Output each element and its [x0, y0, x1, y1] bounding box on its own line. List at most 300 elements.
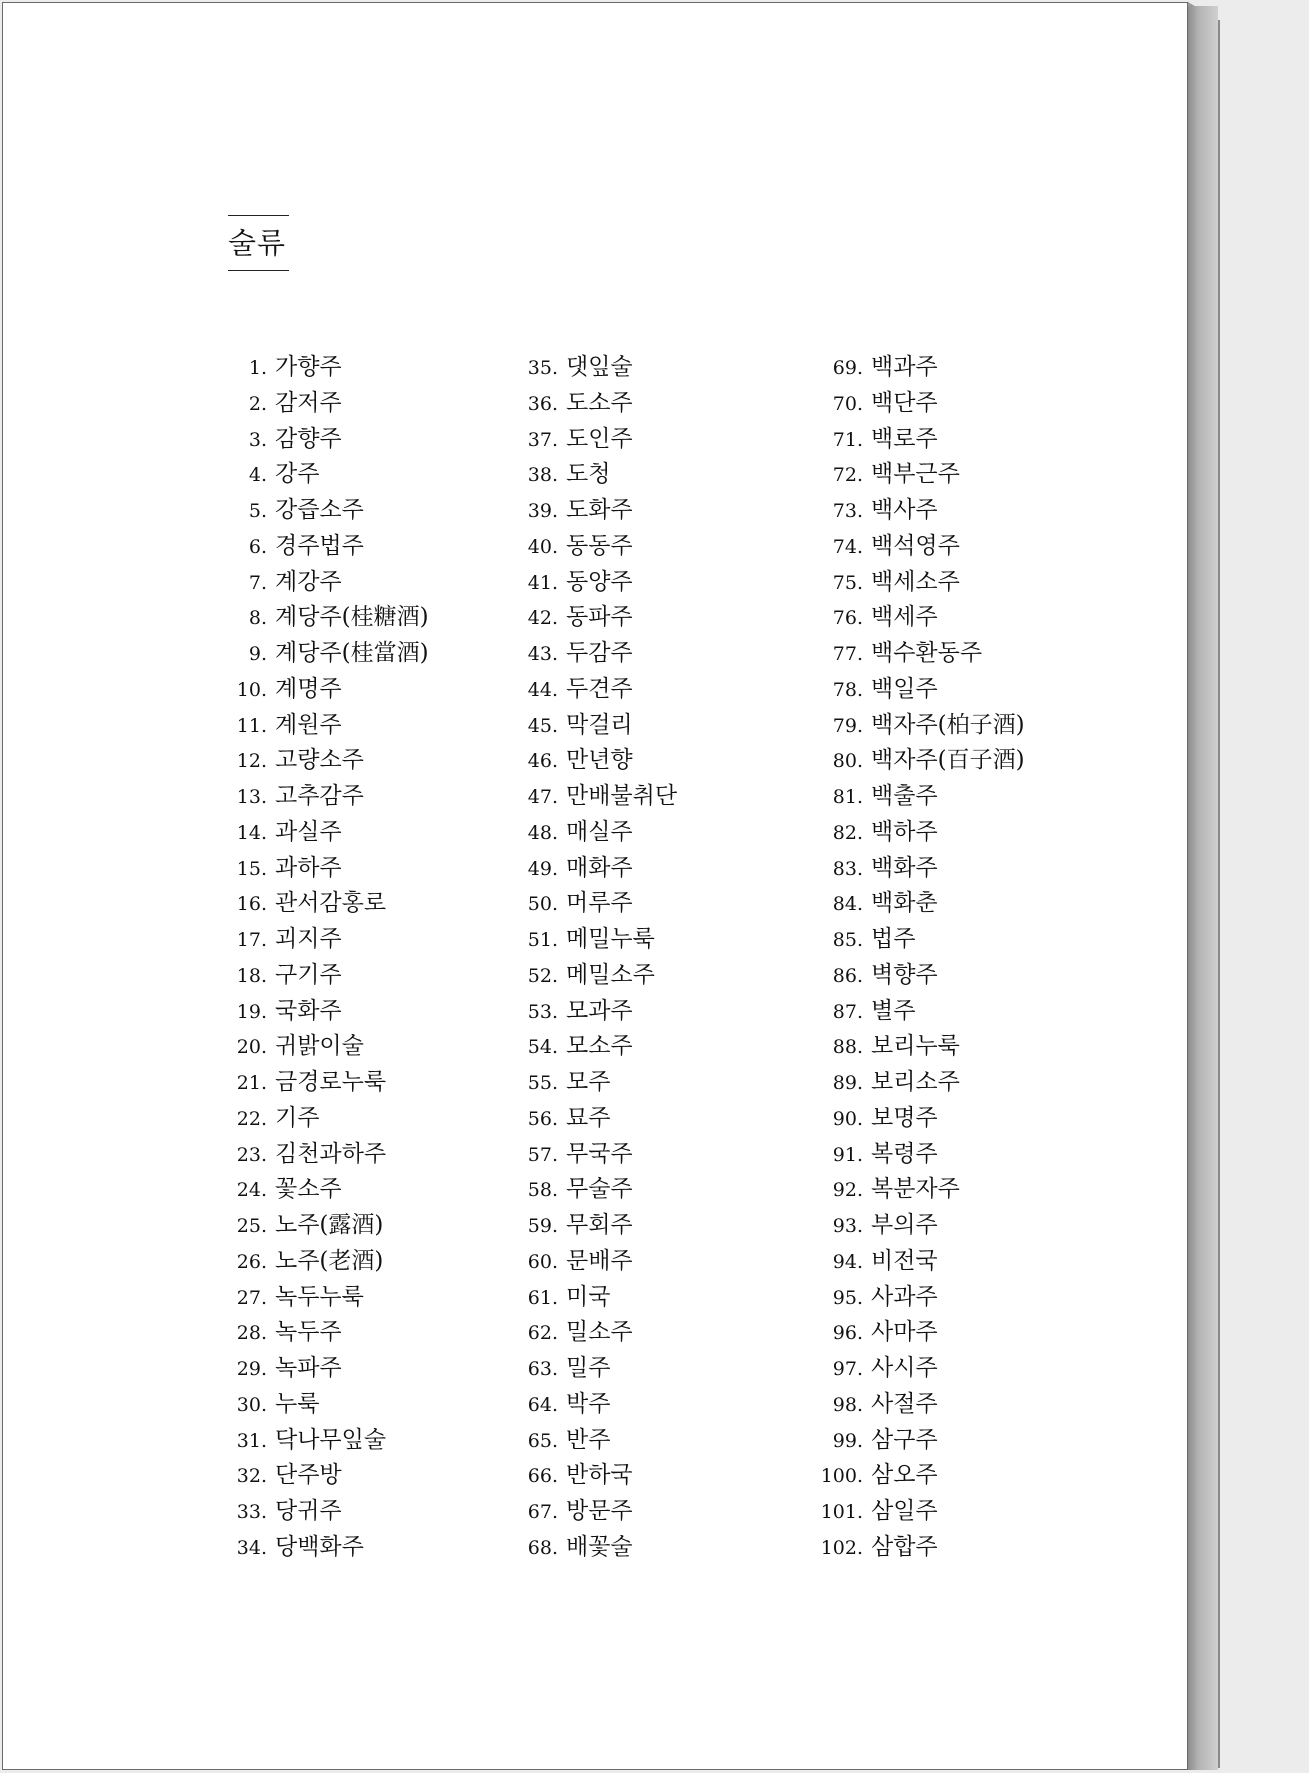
item-number: 95.: [832, 1286, 863, 1309]
item-name: 고량소주: [275, 747, 364, 774]
heading-bottom-rule: [228, 270, 289, 271]
list-item: [819, 1530, 1025, 1566]
list-item: [522, 672, 677, 708]
list-item: [225, 1029, 429, 1065]
item-name: 백사주: [871, 497, 938, 523]
list-item: [819, 815, 1025, 851]
list-item: [522, 1065, 677, 1101]
item-name: 메밀누룩: [566, 926, 655, 952]
item-name: 꽃소주: [275, 1176, 342, 1203]
item-name: 백로주: [871, 425, 938, 452]
item-name: 만배불취단: [566, 783, 678, 809]
item-name: 노주(老酒): [275, 1247, 384, 1274]
list-item: [819, 708, 1025, 744]
item-name: 사시주: [871, 1355, 938, 1381]
list-item: [819, 529, 1025, 565]
item-name: 노주(露酒): [275, 1212, 384, 1238]
list-item: [225, 779, 429, 815]
item-name: 배꽃술: [566, 1533, 633, 1560]
item-name: 당백화주: [275, 1533, 364, 1560]
item-name: 백단주: [871, 389, 938, 416]
list-item: [522, 493, 677, 529]
list-item: [225, 422, 429, 458]
list-item: [225, 1208, 429, 1244]
list-item: [819, 636, 1025, 672]
item-number: 85.: [832, 929, 863, 951]
list-item: [819, 1101, 1025, 1137]
item-number: 93.: [832, 1215, 863, 1237]
item-name: 미국: [566, 1283, 611, 1310]
item-name: 계원주: [275, 711, 342, 738]
item-name: 기주: [275, 1104, 320, 1131]
item-number: 98.: [832, 1393, 863, 1416]
list-item: [522, 350, 677, 386]
item-name: 동양주: [566, 568, 633, 595]
list-item: [225, 922, 429, 958]
item-name: 매실주: [566, 818, 633, 845]
item-number: 46.: [527, 750, 558, 773]
list-item: [819, 1029, 1025, 1065]
list-item: [225, 1530, 429, 1566]
item-name: 무회주: [566, 1212, 633, 1238]
list-item: [522, 422, 677, 458]
item-name: 벽향주: [871, 961, 938, 988]
item-name: 감향주: [275, 425, 342, 452]
list-item: [225, 743, 429, 779]
list-item: [225, 1458, 429, 1494]
item-number: 92.: [832, 1179, 863, 1202]
item-number: 66.: [527, 1465, 558, 1488]
item-number: 67.: [527, 1501, 558, 1523]
item-number: 58.: [527, 1179, 558, 1202]
list-item: [225, 1172, 429, 1208]
item-number: 2.: [248, 392, 267, 415]
item-number: 19.: [236, 1000, 267, 1023]
item-name: 도화주: [566, 497, 633, 523]
item-name: 무국주: [566, 1140, 633, 1167]
item-number: 20.: [236, 1036, 267, 1059]
item-name: 백하주: [871, 818, 938, 845]
list-item: [225, 958, 429, 994]
item-name: 댓잎술: [566, 354, 633, 380]
item-number: 3.: [248, 428, 267, 451]
list-item: [522, 1315, 677, 1351]
list-item: [225, 1494, 429, 1530]
item-name: 삼일주: [871, 1498, 938, 1524]
list-item: [225, 1387, 429, 1423]
item-number: 88.: [832, 1036, 863, 1059]
item-number: 83.: [832, 857, 863, 880]
item-number: 87.: [832, 1000, 863, 1023]
list-column-1: [225, 350, 429, 1566]
item-name: 방문주: [566, 1498, 633, 1524]
item-number: 56.: [527, 1107, 558, 1130]
item-name: 메밀소주: [566, 961, 655, 988]
list-item: [225, 994, 429, 1030]
list-item: [819, 1423, 1025, 1459]
item-name: 백세주: [871, 604, 938, 631]
list-item: [819, 886, 1025, 922]
item-name: 묘주: [566, 1104, 611, 1131]
item-number: 38.: [527, 464, 558, 487]
item-name: 사과주: [871, 1283, 938, 1310]
page-edge-line: [1218, 20, 1220, 1768]
item-name: 복분자주: [871, 1176, 960, 1203]
item-number: 50.: [527, 893, 558, 916]
section-heading: 술류: [228, 226, 287, 260]
list-item: [819, 600, 1025, 636]
item-number: 84.: [832, 893, 863, 916]
item-name: 당귀주: [275, 1498, 342, 1524]
item-number: 28.: [236, 1322, 267, 1345]
list-item: [225, 851, 429, 887]
list-item: [819, 1208, 1025, 1244]
list-item: [819, 958, 1025, 994]
item-name: 백부근주: [871, 461, 960, 488]
item-name: 도소주: [566, 389, 633, 416]
item-name: 국화주: [275, 997, 342, 1024]
list-item: [522, 1208, 677, 1244]
item-name: 강즙소주: [275, 497, 364, 523]
item-name: 무술주: [566, 1176, 633, 1203]
item-number: 81.: [832, 786, 863, 808]
item-number: 97.: [832, 1358, 863, 1380]
item-name: 금경로누룩: [275, 1069, 387, 1095]
item-name: 두감주: [566, 640, 633, 666]
item-name: 백수환동주: [871, 640, 983, 666]
item-name: 밀소주: [566, 1319, 633, 1346]
item-number: 33.: [236, 1501, 267, 1523]
list-item: [522, 1494, 677, 1530]
item-name: 감저주: [275, 389, 342, 416]
item-number: 24.: [236, 1179, 267, 1202]
item-number: 72.: [832, 464, 863, 487]
item-number: 61.: [527, 1286, 558, 1309]
item-name: 매화주: [566, 854, 633, 881]
item-number: 44.: [527, 678, 558, 701]
item-name: 귀밝이술: [275, 1033, 364, 1060]
item-number: 79.: [832, 714, 863, 737]
list-item: [225, 886, 429, 922]
list-item: [225, 636, 429, 672]
list-item: [522, 922, 677, 958]
item-number: 53.: [527, 1000, 558, 1023]
list-item: [225, 1280, 429, 1316]
list-item: [819, 672, 1025, 708]
item-number: 18.: [236, 964, 267, 987]
item-number: 62.: [527, 1322, 558, 1345]
item-name: 동파주: [566, 604, 633, 631]
item-number: 11.: [236, 714, 267, 737]
item-name: 계당주(桂當酒): [275, 640, 429, 666]
item-name: 녹두주: [275, 1319, 342, 1346]
item-number: 52.: [527, 964, 558, 987]
item-number: 17.: [236, 929, 267, 951]
item-number: 91.: [832, 1143, 863, 1166]
item-number: 9.: [248, 643, 267, 665]
list-item: [819, 1137, 1025, 1173]
list-item: [819, 1315, 1025, 1351]
item-number: 75.: [832, 571, 863, 594]
item-number: 34.: [236, 1536, 267, 1559]
item-number: 40.: [527, 535, 558, 558]
list-item: [819, 743, 1025, 779]
list-item: [522, 1351, 677, 1387]
item-name: 모소주: [566, 1033, 633, 1060]
list-item: [819, 851, 1025, 887]
item-name: 문배주: [566, 1247, 633, 1274]
list-item: [225, 386, 429, 422]
item-number: 16.: [236, 893, 267, 916]
item-number: 14.: [236, 821, 267, 844]
list-item: [819, 565, 1025, 601]
list-item: [522, 1530, 677, 1566]
list-item: [522, 529, 677, 565]
list-item: [225, 1315, 429, 1351]
item-name: 백자주(百子酒): [871, 747, 1025, 774]
list-item: [819, 1172, 1025, 1208]
list-item: [522, 851, 677, 887]
item-name: 박주: [566, 1390, 611, 1417]
item-name: 과하주: [275, 854, 342, 881]
list-item: [522, 1244, 677, 1280]
item-name: 관서감홍로: [275, 890, 387, 917]
list-item: [522, 636, 677, 672]
item-number: 51.: [527, 929, 558, 951]
item-name: 백세소주: [871, 568, 960, 595]
item-name: 삼합주: [871, 1533, 938, 1560]
item-number: 45.: [527, 714, 558, 737]
item-name: 두견주: [566, 675, 633, 702]
item-name: 반하국: [566, 1462, 633, 1489]
item-name: 도인주: [566, 425, 633, 452]
item-name: 백화주: [871, 854, 938, 881]
item-number: 42.: [527, 607, 558, 630]
item-number: 102.: [820, 1536, 863, 1559]
item-number: 23.: [236, 1143, 267, 1166]
item-number: 22.: [236, 1107, 267, 1130]
document-page: [2, 2, 1188, 1770]
list-item: [819, 1280, 1025, 1316]
item-name: 복령주: [871, 1140, 938, 1167]
list-item: [819, 994, 1025, 1030]
item-name: 괴지주: [275, 926, 342, 952]
item-number: 55.: [527, 1072, 558, 1094]
list-item: [522, 1101, 677, 1137]
list-item: [522, 457, 677, 493]
item-number: 1.: [248, 357, 267, 379]
page-edge: [1188, 6, 1218, 1770]
item-number: 5.: [248, 500, 267, 522]
item-number: 94.: [832, 1250, 863, 1273]
list-item: [819, 1244, 1025, 1280]
list-item: [819, 779, 1025, 815]
list-item: [225, 457, 429, 493]
item-name: 녹파주: [275, 1355, 342, 1381]
list-item: [225, 1244, 429, 1280]
item-number: 90.: [832, 1107, 863, 1130]
item-number: 76.: [832, 607, 863, 630]
item-number: 41.: [527, 571, 558, 594]
list-item: [819, 922, 1025, 958]
item-number: 96.: [832, 1322, 863, 1345]
item-name: 삼구주: [871, 1426, 938, 1453]
list-item: [225, 493, 429, 529]
item-number: 35.: [527, 357, 558, 379]
item-number: 101.: [820, 1501, 863, 1523]
item-name: 막걸리: [566, 711, 633, 738]
section-heading-block: [228, 215, 292, 271]
list-item: [819, 493, 1025, 529]
item-number: 80.: [832, 750, 863, 773]
item-name: 백일주: [871, 675, 938, 702]
list-item: [819, 1494, 1025, 1530]
item-number: 7.: [248, 571, 267, 594]
list-item: [225, 600, 429, 636]
list-item: [522, 565, 677, 601]
item-name: 김천과하주: [275, 1140, 387, 1167]
list-item: [522, 1458, 677, 1494]
item-name: 보리누룩: [871, 1033, 960, 1060]
item-number: 6.: [248, 535, 267, 558]
list-item: [522, 386, 677, 422]
item-name: 사절주: [871, 1390, 938, 1417]
list-item: [225, 1137, 429, 1173]
list-item: [225, 1101, 429, 1137]
item-number: 65.: [527, 1429, 558, 1452]
item-number: 70.: [832, 392, 863, 415]
item-name: 계강주: [275, 568, 342, 595]
list-item: [225, 1065, 429, 1101]
list-item: [225, 672, 429, 708]
item-name: 계당주(桂糖酒): [275, 604, 429, 631]
list-column-2: [522, 350, 677, 1566]
list-item: [819, 386, 1025, 422]
item-number: 31.: [236, 1429, 267, 1452]
item-number: 89.: [832, 1072, 863, 1094]
list-item: [522, 600, 677, 636]
item-number: 26.: [236, 1250, 267, 1273]
item-name: 별주: [871, 997, 916, 1024]
list-column-3: [819, 350, 1025, 1566]
item-name: 만년향: [566, 747, 633, 774]
list-item: [522, 1029, 677, 1065]
item-number: 86.: [832, 964, 863, 987]
item-number: 82.: [832, 821, 863, 844]
list-item: [522, 743, 677, 779]
item-number: 74.: [832, 535, 863, 558]
item-number: 27.: [236, 1286, 267, 1309]
list-item: [225, 565, 429, 601]
list-item: [225, 1351, 429, 1387]
item-name: 도청: [566, 461, 611, 488]
item-name: 사마주: [871, 1319, 938, 1346]
item-name: 과실주: [275, 818, 342, 845]
item-number: 39.: [527, 500, 558, 522]
item-number: 59.: [527, 1215, 558, 1237]
list-item: [819, 1387, 1025, 1423]
item-name: 누룩: [275, 1390, 320, 1417]
item-name: 경주법주: [275, 532, 364, 559]
item-number: 15.: [236, 857, 267, 880]
item-number: 47.: [527, 786, 558, 808]
item-name: 모주: [566, 1069, 611, 1095]
item-number: 32.: [236, 1465, 267, 1488]
item-number: 29.: [236, 1358, 267, 1380]
list-item: [522, 1172, 677, 1208]
item-number: 48.: [527, 821, 558, 844]
item-number: 57.: [527, 1143, 558, 1166]
item-name: 강주: [275, 461, 320, 488]
list-item: [225, 708, 429, 744]
list-item: [225, 529, 429, 565]
item-name: 백출주: [871, 783, 938, 809]
item-number: 37.: [527, 428, 558, 451]
list-item: [522, 1137, 677, 1173]
item-name: 머루주: [566, 890, 633, 917]
item-number: 25.: [236, 1215, 267, 1237]
item-name: 백과주: [871, 354, 938, 380]
list-item: [225, 1423, 429, 1459]
list-item: [522, 815, 677, 851]
item-number: 64.: [527, 1393, 558, 1416]
item-number: 10.: [236, 678, 267, 701]
list-item: [225, 350, 429, 386]
item-name: 법주: [871, 926, 916, 952]
item-number: 36.: [527, 392, 558, 415]
item-name: 반주: [566, 1426, 611, 1453]
item-name: 백석영주: [871, 532, 960, 559]
list-item: [522, 1387, 677, 1423]
item-number: 69.: [832, 357, 863, 379]
item-name: 단주방: [275, 1462, 342, 1489]
list-item: [522, 1423, 677, 1459]
item-number: 54.: [527, 1036, 558, 1059]
list-item: [225, 815, 429, 851]
item-number: 68.: [527, 1536, 558, 1559]
item-name: 모과주: [566, 997, 633, 1024]
item-number: 78.: [832, 678, 863, 701]
list-item: [819, 457, 1025, 493]
item-name: 보리소주: [871, 1069, 960, 1095]
item-name: 백자주(柏子酒): [871, 711, 1025, 738]
item-name: 밀주: [566, 1355, 611, 1381]
list-item: [819, 350, 1025, 386]
item-number: 71.: [832, 428, 863, 451]
item-number: 12.: [236, 750, 267, 773]
list-item: [522, 779, 677, 815]
item-name: 구기주: [275, 961, 342, 988]
item-number: 99.: [832, 1429, 863, 1452]
list-item: [522, 958, 677, 994]
item-number: 30.: [236, 1393, 267, 1416]
item-name: 비전국: [871, 1247, 938, 1274]
list-item: [522, 994, 677, 1030]
list-item: [819, 1351, 1025, 1387]
item-number: 4.: [248, 464, 267, 487]
list-item: [819, 1458, 1025, 1494]
item-number: 43.: [527, 643, 558, 665]
list-item: [819, 1065, 1025, 1101]
item-number: 77.: [832, 643, 863, 665]
item-name: 고추감주: [275, 783, 364, 809]
item-number: 13.: [236, 786, 267, 808]
item-name: 계명주: [275, 675, 342, 702]
item-number: 21.: [236, 1072, 267, 1094]
item-number: 73.: [832, 500, 863, 522]
item-number: 60.: [527, 1250, 558, 1273]
item-number: 8.: [248, 607, 267, 630]
